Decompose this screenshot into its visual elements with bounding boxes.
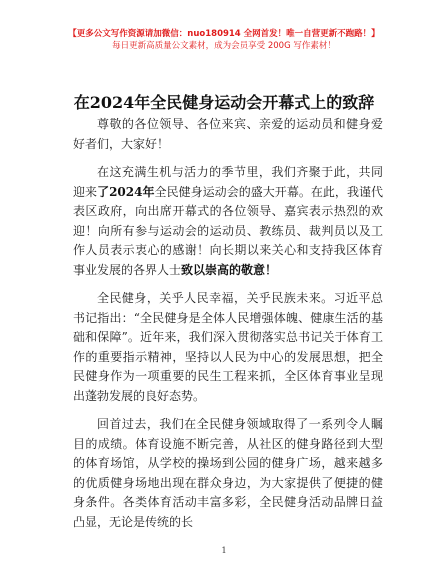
page-number: 1 [221, 546, 227, 555]
paragraph-opening-part-2: 全民健身运动会的盛大开幕。在此，我谨代表区政府，向出席开幕式的各位领导、嘉宾表示热烈的欢迎！向所有参与运动会的运动员、教练员、裁判员以及工作人员表示衷心的感谢！向长期以来关心和支持我区体育事业发展的各界人士 [73, 184, 383, 277]
document-body [73, 115, 383, 541]
paragraph-opening [73, 163, 383, 280]
promo-banner [0, 28, 448, 52]
paragraph-fitness-significance: 全民健身，关乎人民幸福，关乎民族未来。习近平总书记指出：“全民健身是全体人民增强体魄、健康生活的基础和保障”。近年来，我们深入贯彻落实总书记关于体育工作的重要指示精神，坚持以人民为中心的发展思想，把全民健身作为一项重要的民生工程来抓，全区体育事业呈现出蓬勃发展的良好态势。 [73, 291, 383, 403]
paragraph-opening-part-1: 在这充满生机与活力的季节里，我们齐聚于此，共同迎来 [73, 165, 383, 199]
paragraph-opening-bold-tribute: 致以崇高的敬意！ [181, 262, 278, 277]
paragraph-greeting: 尊敬的各位领导、各位来宾、亲爱的运动员和健身爱好者们，大家好！ [73, 117, 383, 151]
promo-banner-line-1: 【更多公文写作资源请加微信：nuo180914 全网首发！唯一自营更新不跑路！】 [68, 29, 380, 39]
promo-banner-line-2: 每日更新高质量公文素材，成为会员享受 200G 写作素材！ [112, 41, 336, 51]
paragraph-opening-bold-year: 了2024年 [97, 184, 155, 199]
paragraph-achievements: 回首过去，我们在全民健身领域取得了一系列令人瞩目的成绩。体育设施不断完善，从社区的健身路径到大型的体育场馆，从学校的操场到公园的健身广场，越来越多的优质健身场地出现在群众身边，为大家提供了便捷的健身条件。各类体育活动丰富多彩，全民健身活动品牌日益凸显，无论是传统的长 [73, 417, 383, 529]
document-title: 在2024年全民健身运动会开幕式上的致辞 [73, 93, 375, 112]
